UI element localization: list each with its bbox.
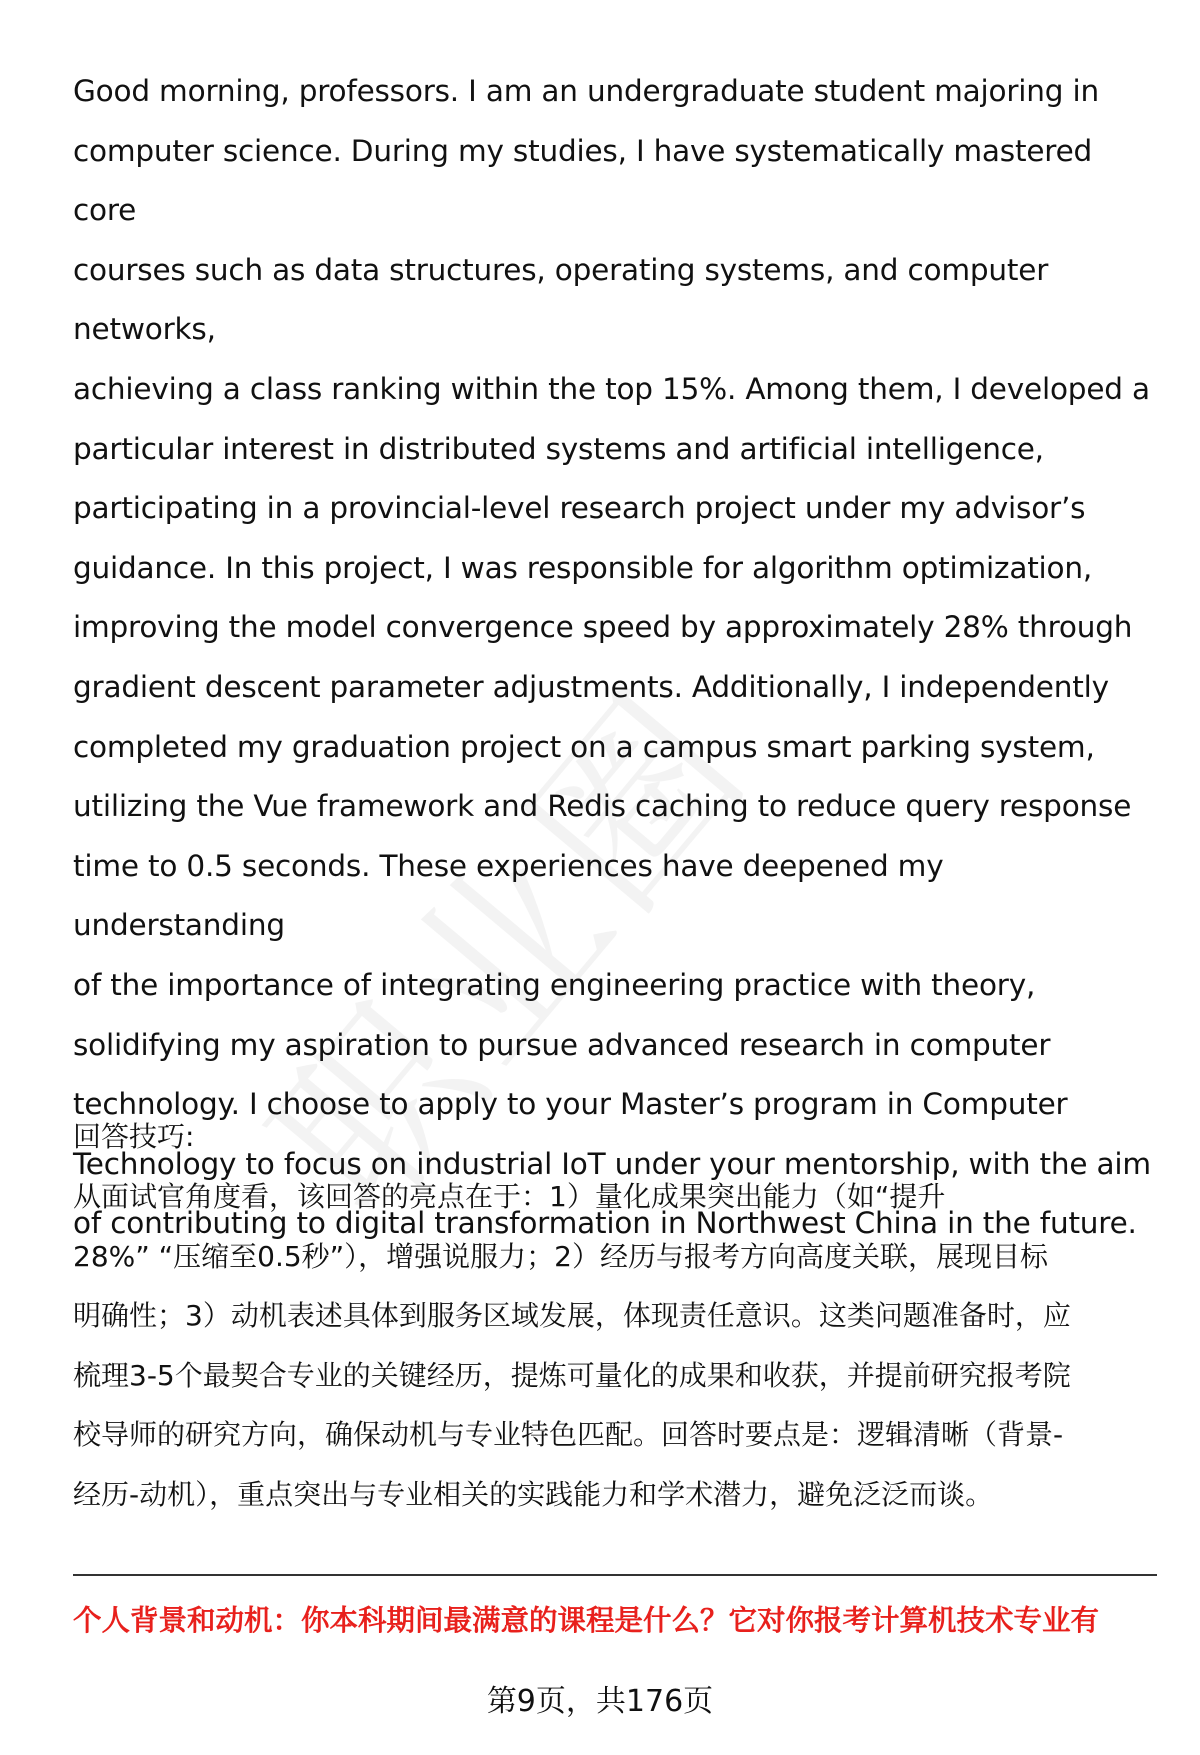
page-number: 第9页，共176页 xyxy=(486,1684,714,1719)
section-divider xyxy=(73,1574,1157,1576)
tips-paragraph: 从面试官角度看，该回答的亮点在于：1）量化成果突出能力（如“提升 28%” “压缩至0.5秒”），增强说服力；2）经历与报考方向高度关联，展现目标 明确性；3）动机表述具体到服务区域发展，体现责任意识。这类问题准备时，应 梳理3-5个最契合专业的关键经历，提炼可量化的成果和收获，并提前研究报考院 校导师的研究方向，确保动机与专业特色匹配。回答时要点是：逻辑清晰（背景- 经历-动机），重点突出与专业相关的实践能力和学术潜力，避免泛泛而谈。 xyxy=(73,1180,1071,1511)
next-question-heading: 个人背景和动机：你本科期间最满意的课程是什么？它对你报考计算机技术专业有 xyxy=(73,1604,1100,1637)
answer-paragraph: Good morning, professors. I am an undergraduate student majoring in computer science. During my studies, I have systematically mastered core courses such as data structures, operating systems, and computer networks, achieving a class ranking within the top 15%. Among them, I developed a particular interest in distributed systems and artificial intelligence, participating in a provincial-level research project under my advisor’s guidance. In this project, I was responsible for algorithm optimization, improving the model convergence speed by approximately 28% through gradient descent parameter adjustments. Additionally, I independently completed my graduation project on a campus smart parking system, utilizing the Vue framework and Redis caching to reduce query response time to 0.5 seconds. These experiences have deepened my understanding of the importance of integrating engineering practice with theory, solidifying my aspiration to pursue advanced research in computer technology. I choose to apply to your Master’s program in Computer Technology to focus on industrial IoT under your mentorship, with the aim of contributing to digital transformation in Northwest China in the future. xyxy=(73,74,1151,1241)
tips-heading: 回答技巧: xyxy=(73,1120,195,1153)
